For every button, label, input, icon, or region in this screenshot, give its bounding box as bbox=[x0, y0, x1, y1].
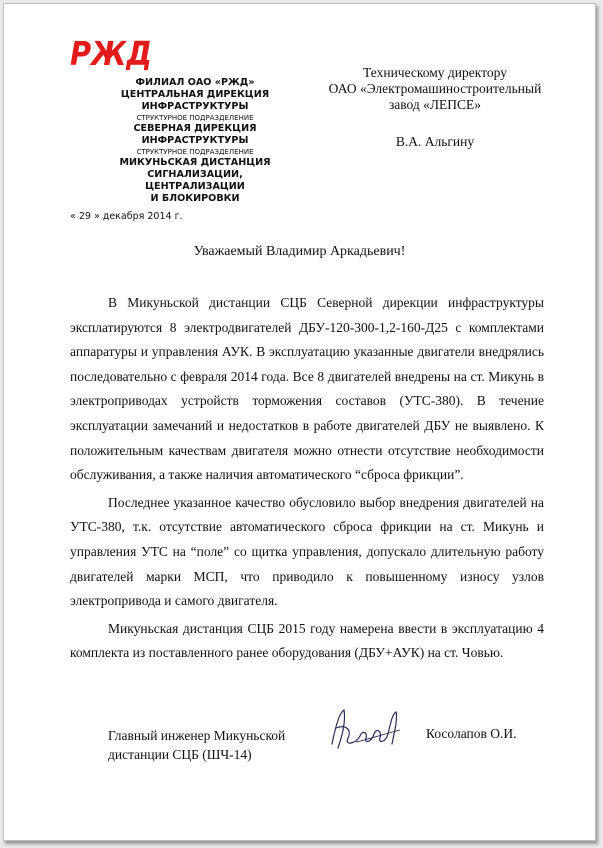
addressee-line-1: Техническому директору bbox=[363, 65, 507, 80]
addressee-block bbox=[310, 65, 560, 150]
org-line: МИКУНЬСКАЯ ДИСТАНЦИЯ bbox=[119, 157, 271, 168]
rzd-logo-mark bbox=[70, 34, 154, 73]
paragraph-1: В Микуньской дистанции СЦБ Северной дирекции инфраструктуры эксплатируются 8 электродвигателей ДБУ-120-300-1,2-160-Д25 с комплектами аппаратуры и управления АУК. В эксплуатацию указанные двигатели внедрялись последовательно с февраля 2014 года. Все 8 двигателей внедрены на ст. Микунь в электроприводах устройств торможения составов (УТС-380). В течение эксплуатации замечаний и недостатков в работе двигателей ДБУ не выявлено. К положительным качествам двигателя можно отнести отсутствие необходимости обслуживания, а также наличия автоматического “сброса фрикции”. bbox=[70, 295, 544, 483]
addressee-line-3: завод «ЛЕПСЕ» bbox=[388, 97, 482, 112]
letter-date: « 29 » декабря 2014 г. bbox=[70, 211, 183, 222]
addressee-line-2: ОАО «Электромашиностроительный bbox=[328, 81, 542, 96]
addressee-name: В.А. Альгину bbox=[395, 134, 475, 149]
org-line: СИГНАЛИЗАЦИИ, ЦЕНТРАЛИЗАЦИИ bbox=[145, 169, 245, 192]
handwritten-signature bbox=[326, 704, 406, 759]
letter-page bbox=[3, 3, 596, 841]
org-line: ИНФРАСТРУКТУРЫ bbox=[141, 101, 249, 112]
org-line: СЕВЕРНАЯ ДИРЕКЦИЯ bbox=[133, 123, 257, 134]
org-line: СТРУКТУРНОЕ ПОДРАЗДЕЛЕНИЕ bbox=[136, 114, 254, 122]
signature-scribble bbox=[326, 704, 406, 754]
organization-block bbox=[100, 77, 290, 205]
svg-text:РЖД: РЖД bbox=[70, 34, 152, 73]
rzd-logo bbox=[70, 36, 154, 75]
greeting: Уважаемый Владимир Аркадьевич! bbox=[193, 244, 406, 259]
org-line: ИНФРАСТРУКТУРЫ bbox=[141, 135, 249, 146]
signer-title bbox=[108, 726, 285, 764]
signer-title-line-1: Главный инженер Микуньской bbox=[108, 728, 286, 743]
org-line: ЦЕНТРАЛЬНАЯ ДИРЕКЦИЯ bbox=[120, 89, 270, 100]
paragraph-3: Микуньская дистанция СЦБ 2015 году намерена ввести в эксплуатацию 4 комплекта из поставленного ранее оборудования (ДБУ+АУК) на ст. Човью. bbox=[70, 620, 544, 661]
signer-name: Косолапов О.И. bbox=[426, 726, 517, 741]
letter-body bbox=[70, 291, 544, 669]
paragraph-2: Последнее указанное качество обусловило выбор внедрения двигателей на УТС-380, т.к. отсутствие автоматического сброса фрикции на ст. Микунь и управления УТС на “поле” со щитка управления, допускало длительную работу двигателей марки МСП, что приводило к повышенному износу узлов электропривода и самого двигателя. bbox=[70, 494, 544, 609]
org-line: И БЛОКИРОВКИ bbox=[150, 193, 240, 204]
signer-title-line-2: дистанции СЦБ (ШЧ-14) bbox=[108, 747, 252, 762]
org-line: ФИЛИАЛ ОАО «РЖД» bbox=[135, 77, 255, 88]
org-line: СТРУКТУРНОЕ ПОДРАЗДЕЛЕНИЕ bbox=[136, 148, 254, 156]
